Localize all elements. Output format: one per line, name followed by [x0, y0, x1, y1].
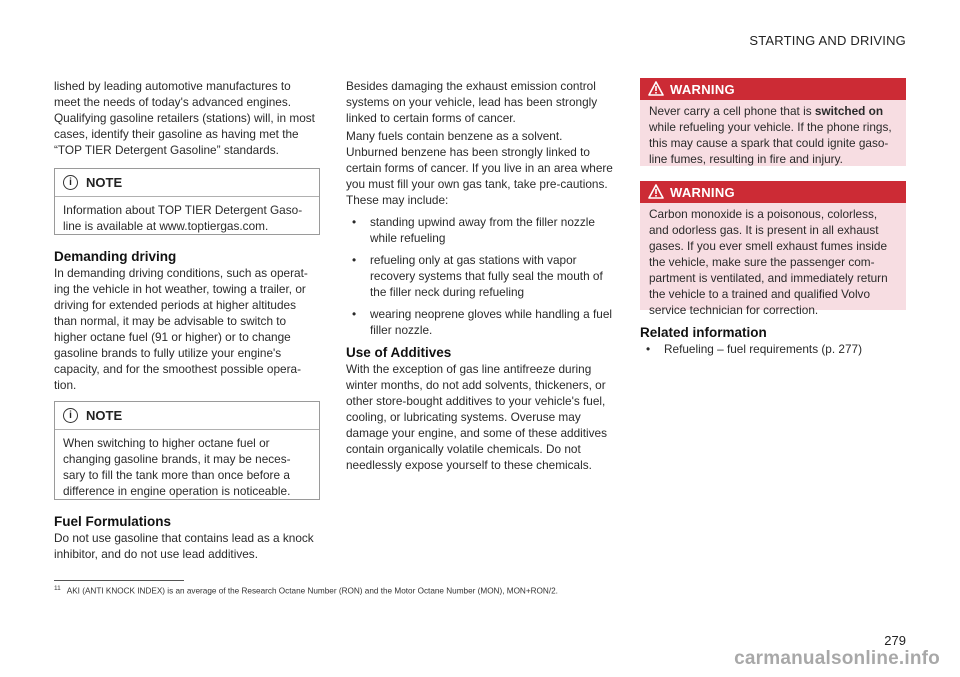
- warning-title: WARNING: [670, 185, 735, 200]
- warning-title: WARNING: [670, 82, 735, 97]
- bullet-glyph: •: [352, 215, 357, 229]
- note-divider: [55, 429, 319, 430]
- additives-paragraph: With the exception of gas line antifreeze during winter months, do not add solvents, thickeners, or other store-bought additives to your vehicle's fuel, cooling, or lubricating systems. Overuse may damage your engine, and some of these additives contain organically volatile chemicals. Do not needlessly expose yourself to these chemicals.: [346, 362, 608, 472]
- warning-header: [640, 78, 906, 100]
- footnote-number: 11: [54, 585, 61, 592]
- heading-fuel-formulations: Fuel Formulations: [54, 514, 172, 529]
- warning-header: [640, 181, 906, 203]
- related-link-text[interactable]: Refueling – fuel requirements (p. 277): [664, 342, 863, 356]
- list-item-text: wearing neoprene gloves while handling a fuel filler nozzle.: [370, 307, 613, 337]
- section-header: STARTING AND DRIVING: [749, 33, 906, 48]
- warning-text-emphasis: switched on: [814, 104, 884, 118]
- warning-text-pre: Never carry a cell phone that is: [649, 104, 815, 118]
- note-box-toptier: [54, 168, 320, 235]
- footnote: [54, 585, 558, 596]
- demanding-driving-paragraph: In demanding driving conditions, such as operat-ing the vehicle in hot weather, towing a trailer, or driving for extended periods at higher altitudes than normal, it may be advisable to switch to higher octane fuel (91 or higher) or to change gasoline brands to fully utilize your engine's capacity, and for the smoothest possible opera-tion.: [54, 266, 308, 392]
- fuel-formulations-paragraph: Do not use gasoline that contains lead as a knock inhibitor, and do not use lead additives.: [54, 531, 314, 561]
- note-label: NOTE: [86, 408, 123, 423]
- warning-text: Carbon monoxide is a poisonous, colorless, and odorless gas. It is present in all exhaust gases. If you ever smell exhaust fumes inside the vehicle, make sure the passenger com-partment is ventilated, and immediately return the vehicle to a trained and qualified Volvo service technician for correction.: [649, 207, 888, 317]
- info-icon: i: [63, 175, 78, 190]
- intro-paragraph: lished by leading automotive manufactures to meet the needs of today's advanced engines. Qualifying gasoline retailers (stations) will, in most cases, identify their gasoline as having met the “TOP TIER Detergent Gasoline” standards.: [54, 79, 315, 157]
- note-body: Information about TOP TIER Detergent Gaso-line is available at www.toptiergas.com.: [63, 203, 303, 233]
- note-label: NOTE: [86, 175, 123, 190]
- precaution-list: [346, 214, 614, 338]
- warning-text: [649, 103, 898, 167]
- bullet-glyph: •: [646, 342, 651, 356]
- info-icon: i: [63, 408, 78, 423]
- note-body: When switching to higher octane fuel or changing gasoline brands, it may be neces-sary to fill the tank more than once before a difference in engine operation is noticeable.: [63, 436, 291, 498]
- watermark: carmanualsonline.info: [734, 648, 940, 669]
- list-item: [346, 214, 614, 246]
- footnote-divider: [54, 580, 184, 581]
- note-box-octane: [54, 401, 320, 500]
- list-item: [346, 306, 614, 338]
- warning-triangle-icon: [648, 81, 664, 96]
- note-title: [63, 175, 122, 190]
- warning-text-post: while refueling your vehicle. If the phone rings, this may cause a spark that could ignite gaso-line fumes, resulting in fire and injury.: [649, 120, 892, 166]
- list-item: [346, 252, 614, 300]
- list-item-text: refueling only at gas stations with vapor recovery systems that fully seal the mouth of the filler neck during refueling: [370, 253, 603, 299]
- list-item-text: standing upwind away from the filler nozzle while refueling: [370, 215, 595, 245]
- benzene-paragraph: Many fuels contain benzene as a solvent. Unburned benzene has been strongly linked to certain forms of cancer. If you live in an area where you must fill your own gas tank, take pre-cautions. These may include:: [346, 129, 613, 207]
- note-divider: [55, 196, 319, 197]
- lead-paragraph: Besides damaging the exhaust emission control systems on your vehicle, lead has been strongly linked to certain forms of cancer.: [346, 79, 598, 125]
- heading-demanding-driving: Demanding driving: [54, 249, 177, 264]
- note-title: [63, 408, 122, 423]
- heading-related-information: Related information: [640, 325, 767, 340]
- bullet-glyph: •: [352, 307, 357, 321]
- related-link-refueling[interactable]: [640, 341, 930, 357]
- warning-body-carbon-monoxide: [640, 203, 906, 317]
- warning-triangle-icon: [648, 184, 664, 199]
- heading-use-of-additives: Use of Additives: [346, 345, 452, 360]
- warning-body-phone: [640, 100, 906, 166]
- footnote-text: AKI (ANTI KNOCK INDEX) is an average of the Research Octane Number (RON) and the Motor Octane Number (MON), MON+RON/2.: [66, 586, 558, 596]
- page-number: 279: [884, 633, 906, 648]
- bullet-glyph: •: [352, 253, 357, 267]
